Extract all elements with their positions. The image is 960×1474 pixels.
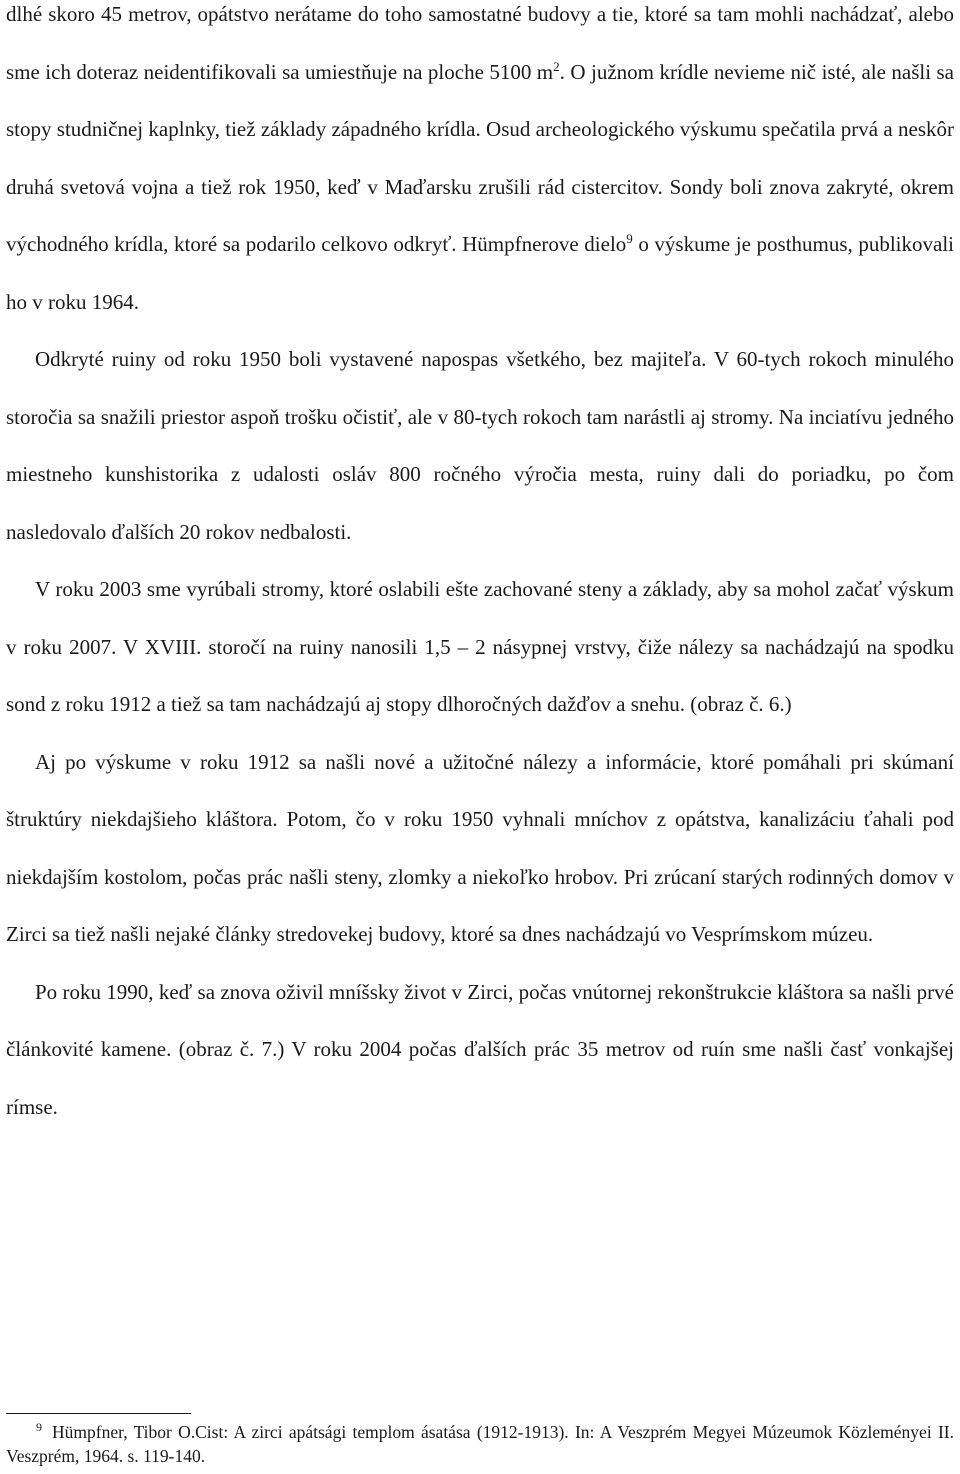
footnote-separator	[6, 1413, 191, 1414]
footnote-text: Hümpfner, Tibor O.Cist: A zirci apátsági templom ásatása (1912-1913). In: A Veszprém Megyei Múzeumok Közleményei II. Veszprém, 1964. s. 119-140.	[6, 1422, 954, 1466]
paragraph-1-text-b: . O južnom krídle nevieme nič isté, ale našli sa stopy studničnej kaplnky, tiež základy západného krídla. Osud archeologického výskumu spečatila prvá a neskôr druhá svetová vojna a tiež rok 1950, keď v Maďarsku zrušili rád cistercitov. Sondy boli znova zakryté, okrem východného krídla, ktoré sa podarilo celkovo odkryť. Hümpfnerove dielo	[6, 59, 955, 256]
paragraph-5: Po roku 1990, keď sa znova oživil mníšsky život v Zirci, počas vnútornej rekonštrukcie kláštora sa našli prvé článkovité kamene. (obraz č. 7.) V roku 2004 počas ďalších prác 35 metrov od ruín sme našli časť vonkajšej rímse.	[6, 979, 954, 1119]
superscript-squared: 2	[553, 58, 560, 74]
paragraph-1-text-c: o výskume je posthumus, publikovali ho v roku 1964.	[6, 232, 955, 314]
footnote	[6, 1420, 954, 1468]
paragraph-1-text-a: dlhé skoro 45 metrov, opátstvo nerátame do toho samostatné budovy a tie, ktoré sa tam mohli nachádzať, alebo sme ich doteraz neidentifikovali sa umiestňuje na ploche 5100 m	[6, 2, 954, 84]
footnote-reference-9[interactable]: 9	[626, 231, 633, 246]
paragraph-4: Aj po výskume v roku 1912 sa našli nové a užitočné nálezy a informácie, ktoré pomáhali pri skúmaní štruktúry niekdajšieho kláštora. Potom, čo v roku 1950 vyhnali mníchov z opátstva, kanalizáciu ťahali pod niekdajším kostolom, počas prác našli steny, zlomky a niekoľko hrobov. Pri zrúcaní starých rodinných domov v Zirci sa tiež našli nejaké články stredovekej budovy, ktoré sa dnes nachádzajú vo Vesprímskom múzeu.	[6, 749, 954, 946]
footnote-number: 9	[36, 1420, 42, 1435]
paragraph-1	[6, 0, 954, 331]
paragraph-2: Odkryté ruiny od roku 1950 boli vystavené napospas všetkého, bez majiteľa. V 60-tych rokoch minulého storočia sa snažili priestor aspoň trošku očistiť, ale v 80-tych rokoch tam narástli aj stromy. Na inciatívu jedného miestneho kunshistorika z udalosti osláv 800 ročného výročia mesta, ruiny dali do poriadku, po čom nasledovalo ďalších 20 rokov nedbalosti.	[6, 347, 954, 544]
document-page	[6, 0, 954, 1136]
paragraph-3: V roku 2003 sme vyrúbali stromy, ktoré oslabili ešte zachované steny a základy, aby sa mohol začať výskum v roku 2007. V XVIII. storočí na ruiny nanosili 1,5 – 2 násypnej vrstvy, čiže nálezy sa nachádzajú na spodku sond z roku 1912 a tiež sa tam nachádzajú aj stopy dlhoročných dažďov a snehu. (obraz č. 6.)	[6, 577, 954, 716]
